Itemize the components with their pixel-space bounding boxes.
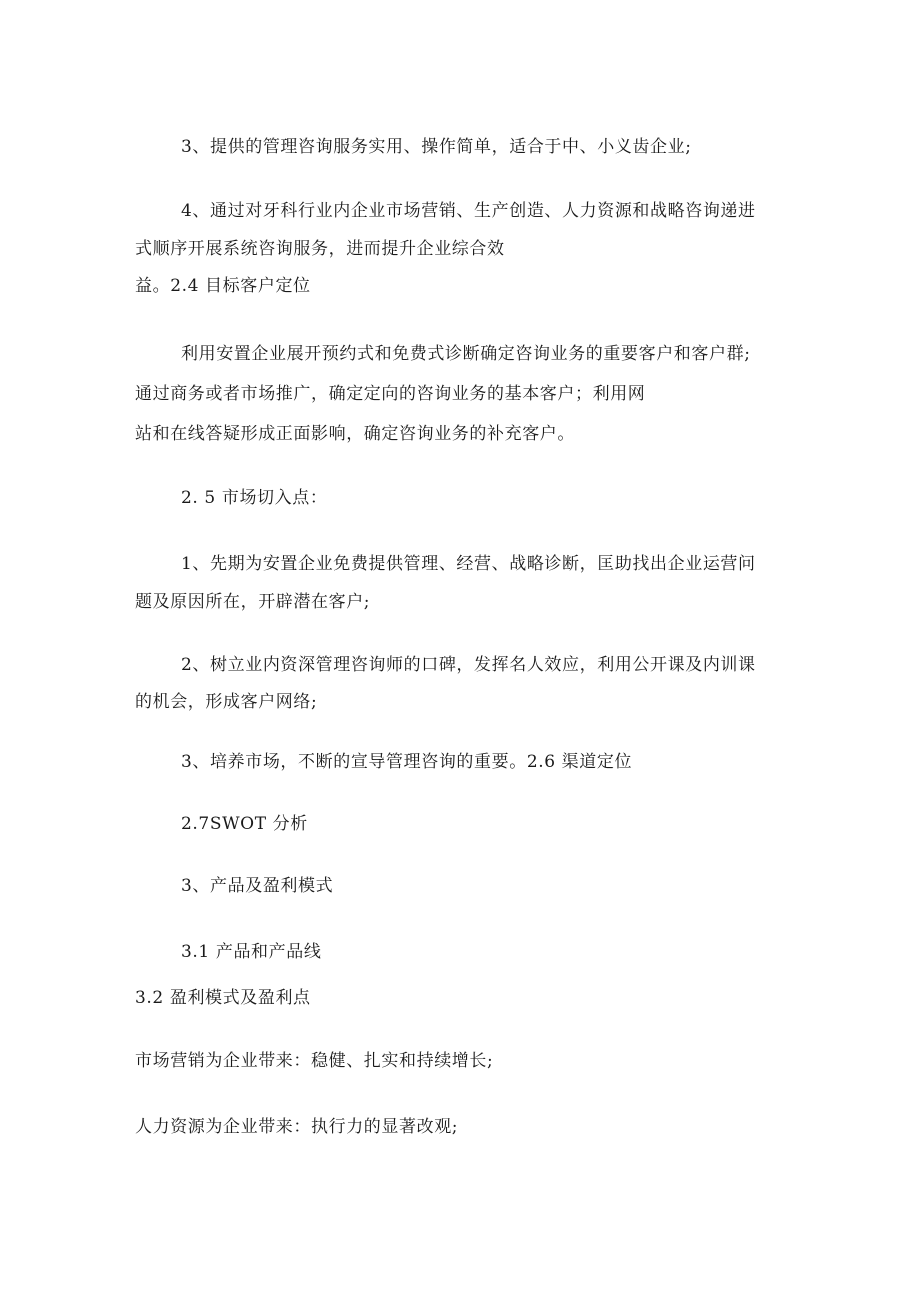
heading-market-entry: 2. 5 市场切入点： (181, 488, 328, 508)
paragraph-entry-point-2-line2: 的机会，形成客户网络; (135, 692, 318, 712)
paragraph-entry-point-1-line2: 题及原因所在，开辟潜在客户; (135, 592, 371, 612)
paragraph-entry-point-2-line1: 2、树立业内资深管理咨询师的口碑，发挥名人效应，利用公开课及内训课 (181, 655, 756, 675)
heading-product-lines: 3.1 产品和产品线 (181, 942, 322, 962)
paragraph-consulting-sequence-line3: 益。2.4 目标客户定位 (135, 276, 311, 296)
heading-swot: 2.7SWOT 分析 (181, 814, 308, 834)
paragraph-consulting-sequence-line2: 式顺序开展系统咨询服务，进而提升企业综合效 (135, 239, 505, 259)
paragraph-marketing-benefit: 市场营销为企业带来：稳健、扎实和持续增长; (135, 1051, 494, 1071)
paragraph-target-customers-line3: 站和在线答疑形成正面影响，确定咨询业务的补充客户。 (135, 424, 575, 444)
paragraph-entry-point-3: 3、培养市场，不断的宣导管理咨询的重要。2.6 渠道定位 (181, 752, 633, 772)
paragraph-target-customers-line1: 利用安置企业展开预约式和免费式诊断确定咨询业务的重要客户和客户群; (181, 344, 751, 364)
paragraph-hr-benefit: 人力资源为企业带来：执行力的显著改观; (135, 1117, 459, 1137)
paragraph-target-customers-line2: 通过商务或者市场推广，确定定向的咨询业务的基本客户；利用网 (135, 384, 646, 404)
paragraph-service-suitability: 3、提供的管理咨询服务实用、操作简单，适合于中、小义齿企业; (181, 137, 692, 157)
heading-products-profit: 3、产品及盈利模式 (181, 876, 334, 896)
paragraph-entry-point-1-line1: 1、先期为安置企业免费提供管理、经营、战略诊断，匡助找出企业运营问 (181, 554, 756, 574)
heading-profit-model: 3.2 盈利模式及盈利点 (135, 988, 311, 1008)
paragraph-consulting-sequence-line1: 4、通过对牙科行业内企业市场营销、生产创造、人力资源和战略咨询递进 (181, 201, 756, 221)
